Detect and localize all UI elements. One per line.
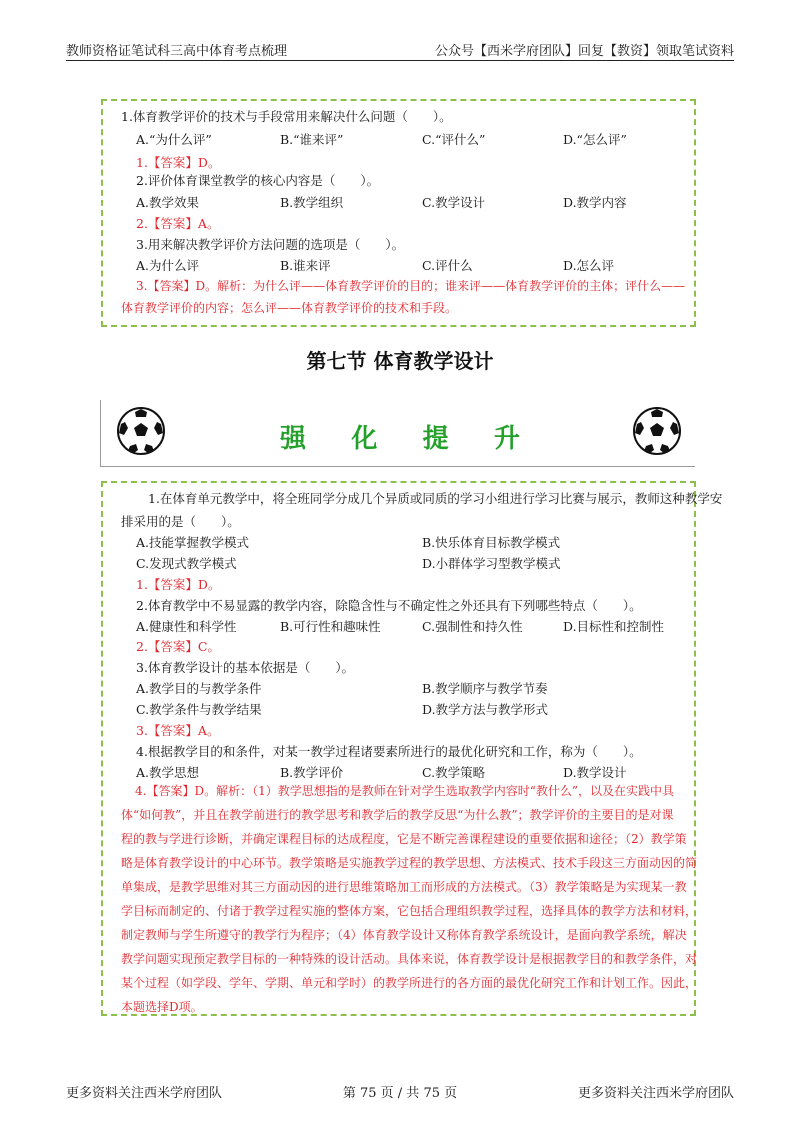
option-c: C.“评什么”: [422, 132, 486, 147]
explanation-line: 学目标而制定的、付诸于教学过程实施的整体方案，它包括合理组织教学过程，选择具体的教学方法和材料，: [121, 904, 698, 918]
banner-heading: [280, 418, 520, 458]
option-a: A.教学效果: [136, 195, 200, 210]
footer-left-text: 更多资料关注西米学府团队: [66, 1086, 223, 1101]
option-d: D.怎么评: [563, 258, 615, 273]
option-c: C.发现式教学模式: [136, 556, 237, 571]
explanation-line: 略是体育教学设计的中心环节。教学策略是实施教学过程的教学思想、方法模式、技术手段这三方面动因的简: [121, 856, 698, 870]
answer-1: 1.【答案】D。: [136, 155, 221, 170]
answer-4-explanation: [121, 779, 697, 1019]
answer-3-line-1: 3.【答案】D。解析：为什么评——体育教学评价的目的；谁来评——体育教学评价的主体；评什么——: [136, 279, 686, 293]
header-right-text: 公众号【西米学府团队】回复【教资】领取笔试资料: [434, 44, 734, 59]
option-a: A.技能掌握教学模式: [136, 535, 250, 550]
option-b: B.教学顺序与教学节奏: [422, 681, 548, 696]
option-b: B.教学组织: [280, 195, 344, 210]
question-2: 2.评价体育课堂教学的核心内容是（ ）。: [136, 173, 380, 188]
footer-right-text: 更多资料关注西米学府团队: [577, 1086, 734, 1101]
question-3: 3.体育教学设计的基本依据是（ ）。: [136, 660, 355, 675]
option-a: A.教学思想: [136, 765, 200, 780]
answer-3-line-2: 体育教学评价的内容；怎么评——体育教学评价的技术和手段。: [121, 301, 458, 315]
explanation-line: 单集成，是教学思维对其三方面动因的进行思维策略加工而形成的方法模式。（3）教学策略是为实现某一教: [121, 880, 687, 894]
option-a: A.为什么评: [136, 258, 200, 273]
soccer-ball-icon: [632, 406, 682, 456]
explanation-line: 体“如何教”，并且在教学前进行的教学思考和教学后的教学反思“为什么教”；教学评价的主要目的是对课: [121, 808, 674, 822]
option-b: B.教学评价: [280, 765, 344, 780]
option-a: A.“为什么评”: [136, 132, 212, 147]
option-b: B.谁来评: [280, 258, 331, 273]
answer-1: 1.【答案】D。: [136, 577, 221, 592]
answer-2: 2.【答案】A。: [136, 216, 220, 231]
question-2: 2.体育教学中不易显露的教学内容，除隐含性与不确定性之外还具有下列哪些特点（ ）。: [136, 598, 642, 613]
section-title: 第七节 体育教学设计: [306, 349, 494, 373]
explanation-line: 某个过程（如学段、学年、学期、单元和学时）的教学所进行的各方面的最优化研究工作和计划工作。因此，: [121, 976, 698, 990]
explanation-line: 制定教师与学生所遵守的教学行为程序；（4）体育教学设计又称体育教学系统设计，是面向教学系统，解决: [121, 928, 687, 942]
explanation-line: 4.【答案】D。解析：（1）教学思想指的是教师在针对学生选取教学内容时“教什么”，以及在实践中具: [135, 784, 674, 798]
page-number: 第 75 页 / 共 75 页: [342, 1086, 458, 1101]
option-a: A.教学目的与教学条件: [136, 681, 262, 696]
banner-char: 提: [422, 424, 449, 454]
option-c: C.教学设计: [422, 195, 486, 210]
option-c: C.教学策略: [422, 765, 486, 780]
explanation-line: 程的教与学进行诊断，并确定课程目标的达成程度，它是不断完善课程建设的重要依据和途径；（2）教学策: [121, 832, 687, 846]
option-c: C.强制性和持久性: [422, 619, 523, 634]
banner-char: 强: [280, 424, 307, 454]
header-divider: [66, 60, 734, 61]
banner-char: 化: [351, 424, 378, 454]
question-1: 1.体育教学评价的技术与手段常用来解决什么问题（ ）。: [121, 109, 452, 124]
option-d: D.教学方法与教学形式: [422, 702, 549, 717]
question-1-line-2: 排采用的是（ ）。: [121, 514, 240, 529]
option-b: B.可行性和趣味性: [280, 619, 381, 634]
banner-char: 升: [493, 424, 520, 454]
option-d: D.教学设计: [563, 765, 627, 780]
option-c: C.教学条件与教学结果: [136, 702, 262, 717]
option-b: B.快乐体育目标教学模式: [422, 535, 561, 550]
explanation-line: 教学问题实现预定教学目标的一种特殊的设计活动。具体来说，体育教学设计是根据教学目的和教学条件，对: [121, 952, 698, 966]
option-d: D.“怎么评”: [563, 132, 627, 147]
answer-2: 2.【答案】C。: [136, 639, 220, 654]
option-d: D.教学内容: [563, 195, 627, 210]
option-b: B.“谁来评”: [280, 132, 344, 147]
page-header: [66, 40, 734, 60]
explanation-line: 本题选择D项。: [121, 1000, 203, 1014]
soccer-ball-icon: [116, 406, 166, 456]
option-d: D.小群体学习型教学模式: [422, 556, 561, 571]
option-c: C.评什么: [422, 258, 473, 273]
option-d: D.目标性和控制性: [563, 619, 665, 634]
answer-3: 3.【答案】A。: [136, 723, 220, 738]
question-1-line-1: 1.在体育单元教学中，将全班同学分成几个异质或同质的学习小组进行学习比赛与展示，教师这种教学安: [148, 491, 723, 506]
option-a: A.健康性和科学性: [136, 619, 237, 634]
page-footer: [66, 1082, 734, 1102]
question-3: 3.用来解决教学评价方法问题的选项是（ ）。: [136, 237, 405, 252]
question-4: 4.根据教学目的和条件，对某一教学过程诸要素所进行的最优化研究和工作，称为（ ）。: [136, 744, 642, 759]
header-left-text: 教师资格证笔试科三高中体育考点梳理: [66, 44, 288, 59]
